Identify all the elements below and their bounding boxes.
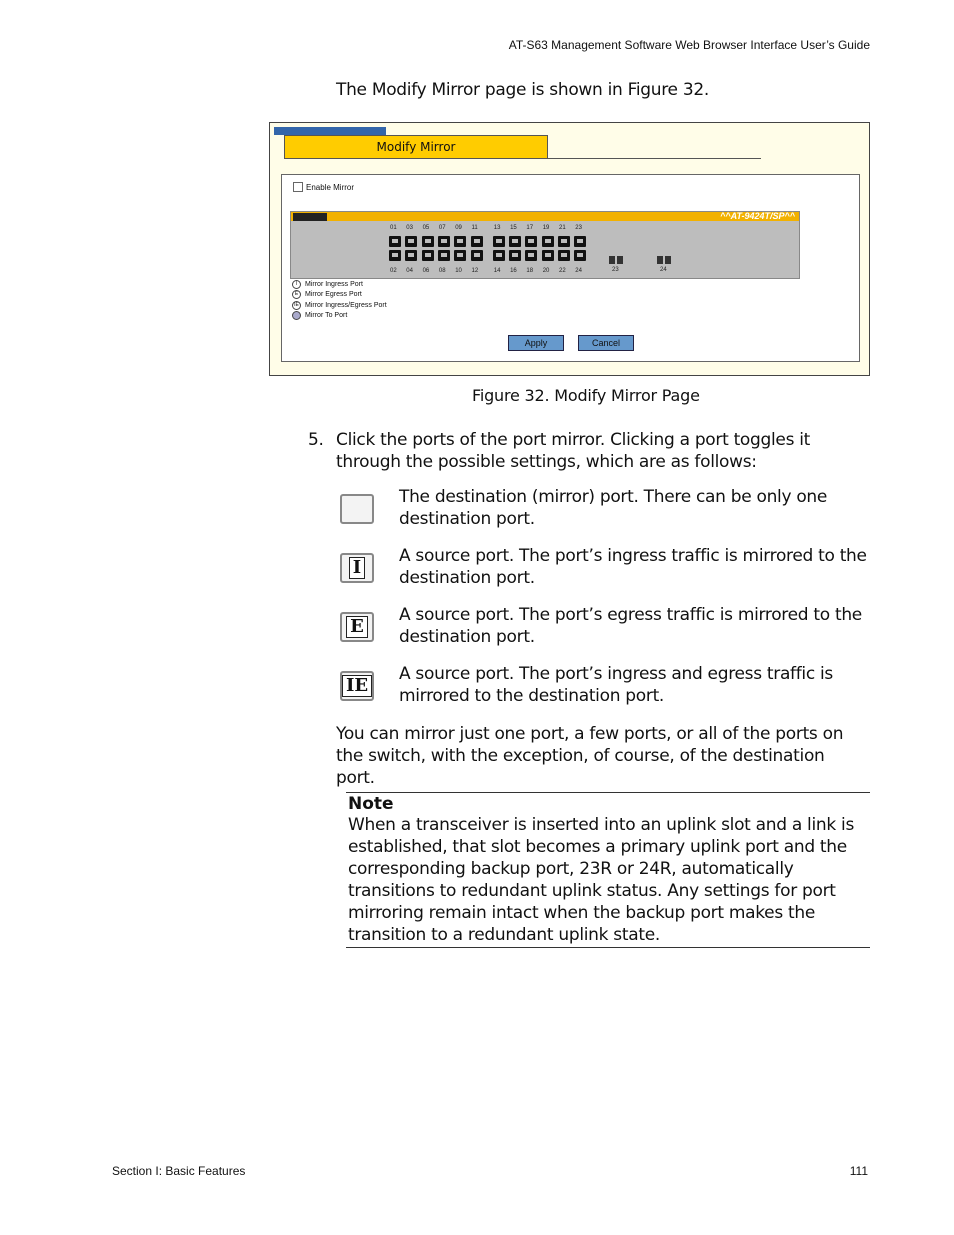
switch-port[interactable] [422, 250, 434, 261]
port-number-top: 15 [510, 225, 517, 231]
port-setting-symbol-icon [340, 612, 374, 642]
note-title: Note [348, 794, 394, 814]
port-setting-symbol-label: I [349, 557, 365, 579]
port-number-top: 01 [390, 225, 397, 231]
switch-port[interactable] [574, 250, 586, 261]
port-number-bottom: 12 [471, 268, 479, 274]
legend-item [292, 311, 347, 320]
uplink-number: 24 [660, 267, 667, 273]
mirror-panel [281, 174, 860, 362]
legend-item [292, 280, 363, 289]
uplink-number: 23 [612, 267, 619, 273]
uplink-slot[interactable] [665, 256, 671, 264]
note-bottom-rule [346, 947, 870, 948]
port-number-bottom: 22 [559, 268, 566, 274]
switch-port[interactable] [525, 250, 537, 261]
switch-port[interactable] [493, 250, 505, 261]
port-number-bottom: 24 [575, 268, 582, 274]
port-setting-description: A source port. The port’s egress traffic is mirrored to the destination port. [399, 605, 862, 647]
port-number-top: 17 [526, 225, 534, 231]
switch-port[interactable] [542, 250, 554, 261]
switch-port[interactable] [574, 236, 586, 247]
port-number-top: 23 [575, 225, 582, 231]
port-setting-symbol-label: IE [342, 675, 372, 697]
switch-port[interactable] [438, 250, 450, 261]
apply-button[interactable]: Apply [508, 335, 564, 351]
switch-port[interactable] [454, 250, 466, 261]
switch-port[interactable] [422, 236, 434, 247]
figure-caption: Figure 32. Modify Mirror Page [472, 386, 700, 405]
port-number-bottom: 18 [526, 268, 534, 274]
port-number-top: 19 [542, 225, 550, 231]
port-setting-description: A source port. The port’s ingress traffic is mirrored to the destination port. [399, 546, 867, 588]
faceplate-banner [291, 212, 799, 221]
port-setting-symbol-icon [340, 671, 374, 701]
legend-label: Mirror Egress Port [305, 291, 362, 299]
switch-port[interactable] [471, 236, 483, 247]
footer-page-number: 111 [849, 1164, 868, 1178]
vendor-logo-icon [293, 213, 327, 221]
port-number-bottom: 08 [438, 268, 446, 274]
switch-port[interactable] [509, 236, 521, 247]
port-number-bottom: 06 [422, 268, 430, 274]
cancel-button[interactable]: Cancel [578, 335, 634, 351]
port-number-top: 21 [559, 225, 566, 231]
enable-mirror-label: Enable Mirror [306, 182, 355, 192]
switch-model: ^^AT-9424T/SP^^ [720, 211, 795, 221]
port-number-top: 11 [471, 225, 478, 231]
running-header: AT-S63 Management Software Web Browser Interface User’s Guide [508, 38, 870, 52]
intro-paragraph: The Modify Mirror page is shown in Figure 32. [336, 80, 709, 100]
legend-port-icon: I [292, 280, 301, 289]
step-text: Click the ports of the port mirror. Clicking a port toggles it through the possible settings, which are as follows: [336, 430, 811, 472]
port-setting-symbol-icon [340, 494, 374, 524]
switch-port[interactable] [389, 236, 401, 247]
uplink-slot[interactable] [617, 256, 623, 264]
legend-label: Mirror Ingress Port [305, 281, 363, 288]
step-number: 5. [308, 430, 324, 450]
port-setting-description: A source port. The port’s ingress and egress traffic is mirrored to the destination port. [399, 664, 833, 706]
enable-mirror-row [293, 182, 354, 192]
legend-port-icon: IE [292, 301, 301, 310]
enable-mirror-checkbox[interactable] [293, 182, 303, 192]
uplink-slot[interactable] [609, 256, 615, 264]
switch-port[interactable] [389, 250, 401, 261]
switch-port[interactable] [558, 236, 570, 247]
switch-port[interactable] [525, 236, 537, 247]
legend-port-icon: E [292, 290, 301, 299]
note-top-rule [346, 792, 870, 793]
legend-item [292, 290, 362, 299]
port-setting-symbol-label: E [346, 616, 368, 638]
port-number-top: 03 [406, 225, 413, 231]
port-number-bottom: 02 [390, 268, 397, 274]
legend-label: Mirror Ingress/Egress Port [305, 301, 387, 309]
port-number-bottom: 16 [510, 268, 517, 274]
mirror-scope-paragraph: You can mirror just one port, a few ports, or all of the ports on the switch, with the exception, of course, of the destination port. [336, 724, 844, 788]
switch-faceplate [290, 211, 800, 279]
port-number-bottom: 14 [493, 268, 501, 274]
legend-label: Mirror To Port [305, 311, 348, 319]
port-number-bottom: 04 [406, 268, 413, 274]
port-number-bottom: 10 [455, 268, 462, 274]
switch-port[interactable] [509, 250, 521, 261]
uplink-slot[interactable] [657, 256, 663, 264]
port-number-top: 09 [455, 225, 462, 231]
legend-item [292, 301, 387, 310]
port-number-top: 05 [422, 225, 430, 231]
switch-port[interactable] [542, 236, 554, 247]
port-number-top: 13 [493, 225, 501, 231]
modify-mirror-figure [269, 122, 870, 376]
footer-section: Section I: Basic Features [112, 1164, 246, 1178]
title-accent-bar [274, 127, 386, 135]
port-setting-description: The destination (mirror) port. There can be only one destination port. [399, 487, 828, 529]
switch-port[interactable] [438, 236, 450, 247]
switch-port[interactable] [405, 236, 417, 247]
switch-port[interactable] [471, 250, 483, 261]
figure-page-title: Modify Mirror [284, 135, 548, 159]
port-setting-symbol-icon [340, 553, 374, 583]
switch-port[interactable] [493, 236, 505, 247]
port-number-top: 07 [438, 225, 446, 231]
port-number-bottom: 20 [542, 268, 550, 274]
legend-port-icon [292, 311, 301, 320]
switch-port[interactable] [558, 250, 570, 261]
note-body: When a transceiver is inserted into an uplink slot and a link is established, that slot becomes a primary uplink port and the corresponding backup port, 23R or 24R, automatically transitions to redundant uplink status. Any settings for port mirroring remain intact when the backup port makes the transition to a redundant uplink state. [348, 815, 854, 945]
switch-port[interactable] [454, 236, 466, 247]
switch-port[interactable] [405, 250, 417, 261]
title-underline [548, 158, 761, 159]
